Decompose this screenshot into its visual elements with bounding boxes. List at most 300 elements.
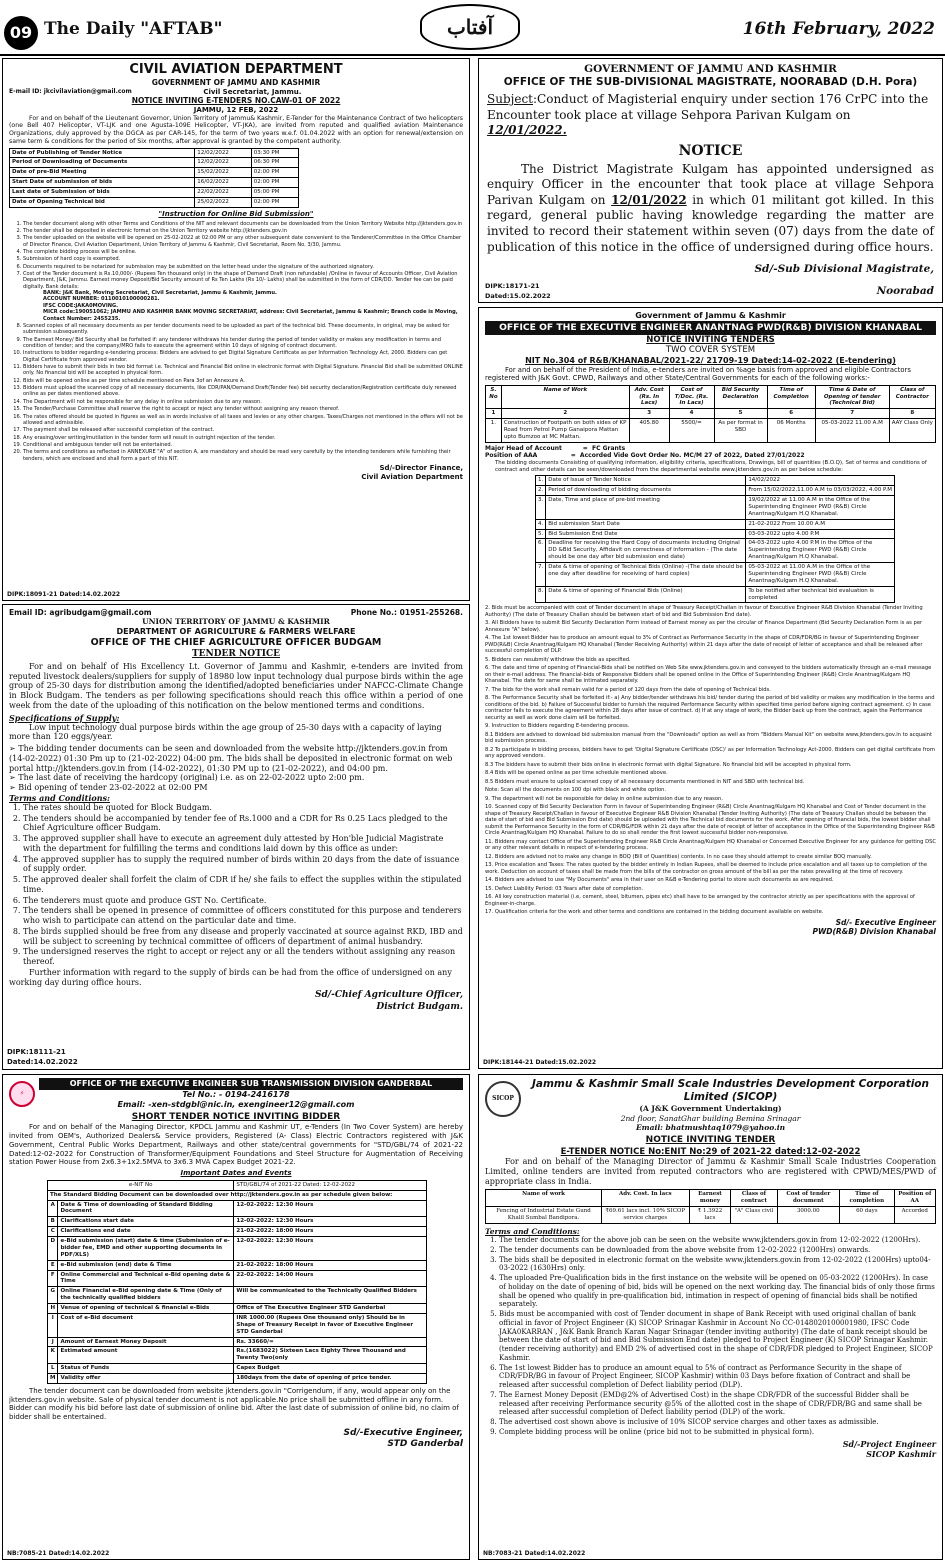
mag-dipk: DIPK:18171-21 — [485, 282, 540, 290]
table-cell: 02:00 PM — [251, 168, 298, 178]
table-cell: Will be communicated to the Technically Qualified Bidders — [234, 1287, 427, 1304]
pwd-p1: The bidding documents Consisting of qualifying information, eligibility criteria, specifications, Drawings, bill of quantities (B.O.Q), Set of terms and conditions of contract and other details can be seen/downloaded from the departmental website www.jktenders.gov.in as per below schedule: — [495, 459, 927, 473]
table-row — [48, 1364, 427, 1374]
list-item: 9. The Earnest Money/ Bid Security shall be forfeited if: any tenderer withdraws his tender during the period of tender validity or makes any modification in terms and condition of tender; and the company/MRO fails to execute the agreement within 10 days of signing of contract document. — [23, 337, 463, 350]
agri-spec-head: Specifications of Supply: — [9, 712, 120, 723]
list-item: 15. The Tender/Purchase Committee shall reserve the right to accept or reject any tender without assigning any reason thereof. — [23, 406, 463, 412]
bank-line: MICR code:190051062; JAMMU AND KASHMIR BANK MOVING SECRETARIAT, address: Civil Secretariat, Jammu & Kashmir; Branch code is Moving, Contact Number: 2455235. — [43, 309, 458, 322]
table-cell: 02:00 PM — [251, 178, 298, 188]
std-title: SHORT TENDER NOTICE INVITING BIDDER — [131, 1112, 341, 1122]
list-item: 2. The tender shall be deposited in electronic format on the Union Territory website http://jktenders.gov.in — [23, 228, 463, 234]
table-cell: Clarifications end date — [58, 1227, 234, 1237]
table-cell: Accorded — [894, 1207, 935, 1224]
table-row — [10, 158, 299, 168]
agri-spec: Low input technology dual purpose birds within the age group of 25-30 days with a capacity of laying more than 120 eggs/year. — [9, 722, 442, 742]
table-row — [48, 1337, 427, 1347]
mag-dated: Dated:15.02.2022 — [485, 292, 551, 300]
pwd-notes — [485, 605, 936, 916]
table-cell: 03-03-2022 upto 4.00 P.M — [746, 529, 895, 539]
sicop-notice-title: NOTICE INVITING TENDER — [645, 1135, 776, 1146]
table-cell: 21-02-2022 From 10.00 A.M — [746, 519, 895, 529]
list-item: 5. The approved dealer shall forfeit the claim of CDR if he/ she fails to effect the supplies within the stipulated time. — [23, 875, 463, 895]
table-cell: Cost of e-Bid document — [58, 1313, 234, 1337]
table-cell: H — [48, 1304, 58, 1314]
table-header: Cost of T/Doc. (Rs. In Lacs) — [669, 385, 714, 409]
sicop-logo: SICOP — [485, 1081, 521, 1117]
pwd-nit: NIT No.304 of R&B/KHANABAL/2021-22/ 21709-19 Dated:14-02-2022 (E-tendering) — [525, 355, 896, 365]
list-item: 8.4 Bids will be opened online as per time schedule mentioned above. — [485, 770, 668, 777]
table-cell: Period of downloading of bidding documents — [546, 486, 746, 496]
table-cell: 15/02/2022 — [195, 168, 252, 178]
list-item: 4. The uploaded Pre-Qualification bids in the first instance on the website will be opened on 05-03-2022 (1200Hrs). In case of holiday on the date of opening of bid, bids will be opened on the next working day. The financial bids of only those firms shall be opened who qualify in pre-qualification bid, intimation in respect of opening of financial bids shall be notified separately. — [499, 1274, 936, 1309]
table-cell: I — [48, 1313, 58, 1337]
table-cell: Date & time of opening of Technical Bids (Online) -(The date should be one day after deadline for receiving of hard copies) — [546, 563, 746, 587]
table-row — [48, 1304, 427, 1314]
list-item: 9. Complete bidding process will be online (price bid not to be submitted in physical form). — [499, 1428, 936, 1437]
list-item: 8. The Performance Security shall be forfeited if:- a) Any bidder/tender withdraws his bid/ tender during the period of bid validity or makes any modification in the terms and conditions of the bid. b) Failure of Successful bidder to furnish the required Performance Security within specified time period before signing contract agreement. c) In case contractor fails to execute the agreement within 28 days after issue of contract. d) If at any stage of work, the Bidder back up from the contract, again the Performance security as well as work done claim will be forfeited. — [485, 695, 935, 721]
table-row — [536, 586, 895, 603]
list-item: 4. The 1st lowest Bidder has to produce an amount equal to 3% of Contract as Performance Security in the shape of CDR/FDR/BG in favour of Superintending Engineer PWD(R&B) Circle Anantnag/Kulgam HQ Khanabal (Tender Receiving Authority) within 21 days after the date of receipt of letter of acceptance and shall be released after successful completion of DLP. — [485, 635, 923, 655]
table-cell: 12/02/2022 — [195, 148, 252, 158]
table-row — [536, 496, 895, 520]
bank-line: IFSC CODE:JAKA0MOVING. — [43, 302, 119, 309]
pwd-sign2: PWD(R&B) Division Khanabal — [812, 927, 936, 937]
list-item: 17. Qualification criteria for the work and other terms and conditions are contained in the bidding document available on website. — [485, 909, 824, 916]
list-item: 16. All key construction material (i.e, cement, steel, bitumen, pipes etc) shall have to be arranged by the contractor strictly as per specifications with the approval of Engineer-in-charge. — [485, 894, 915, 907]
table-row — [536, 519, 895, 529]
table-header: Adv. Cost (Rs. In Lacs) — [629, 385, 669, 409]
civil-intro: For and on behalf of the Lieutenant Governor, Union Territory of Jammu& Kashmir, E-Tender for the Maintenance Contract of two helicopters (one Bell 407 Helicopter, VT-LJK and one Agusta-109E Helicopter, VT-JKA), are invited from reputed and qualified aviation Maintenance Organizations, duly approved by the DGCA as per CAR-145, for the term of two years w.e.f. 01.04.2022 with an option for renewal/extension on same term & conditions for the period of Six months, after approval is granted by the competent authority. — [9, 114, 463, 145]
sicop-table — [485, 1189, 936, 1224]
list-item: 11. Bidders have to submit their bids in two bid format i.e. Technical and Financial Bid online in electronic format with Digital Signature. Financial Bid shall be submitted ONLINE only. No financial bid will be accepted in physical form. — [23, 364, 463, 377]
agri-title: TENDER NOTICE — [191, 648, 281, 659]
std-intro: For and on behalf of the Managing Director, KPDCL Jammu and Kashmir UT, e-Tenders (In Two Cover System) are hereby invited from OEM's, Authorized Dealers& Service providers, Registered (A- Class) Electric Contractors registered with J&K Government, Central Public Works Department, Railways and other state/central governments for "STD/GBL/74 of 2021-22 Dated:12-02-2022 for Construction of Transformer/Equipment Foundations and Steel Structure for Augmentation of Receiving station Power House from 2x6.3+1x2.5MVA to 3x6.3 MVA Capex Budget 2021-22. — [9, 1123, 463, 1167]
civil-instructions — [9, 221, 463, 463]
kpdcl-logo-icon: ⚡ — [9, 1081, 35, 1107]
magistrate-notice — [478, 58, 943, 303]
list-item: 9. The department will not be responsible for delay in online submission due to any reason. — [485, 795, 723, 802]
agri-further: Further information with regard to the supply of birds can be had from the office of undersigned on any working day during office hours. — [9, 967, 452, 987]
paper-logo: آفتاب — [420, 4, 520, 50]
agri-sign2: District Budgam. — [376, 1001, 463, 1012]
table-cell: Date, Time and place of pre-bid meeting — [546, 496, 746, 520]
agri-dated: Dated:14.02.2022 — [7, 1058, 78, 1067]
table-cell: 21-02-2022: 18:00 Hours — [234, 1227, 427, 1237]
table-cell: 02:00 PM — [251, 197, 298, 207]
list-item: 2. The tender documents can be downloaded from the above website from 12-02-2022 (1200Hrs) onwards. — [499, 1246, 936, 1255]
paper-name: The Daily "AFTAB" — [44, 19, 223, 39]
list-item: 1. The tender documents for the above job can be seen on the website www.jktenders.gov.in from 12-02-2022 (1200Hrs). — [499, 1236, 936, 1245]
table-header: Earnest money — [689, 1190, 731, 1207]
table-row — [536, 539, 895, 563]
table-cell: "A" Class civil — [731, 1207, 777, 1224]
list-item: 20. The terms and conditions as reflected in ANNEXURE "A" of section A, are mandatory and should be read very carefully by the intending tenderers while furnishing their tenders, which are enclosed and shall form a part of this NIT. — [23, 449, 463, 462]
agriculture-notice — [2, 604, 470, 1070]
pwd-title: NOTICE INVITING TENDERS — [646, 334, 775, 345]
table-cell: Date of pre-Bid Meeting — [10, 168, 195, 178]
table-cell: 8 — [889, 409, 935, 419]
civil-nit: NOTICE INVITING E-TENDERS NO.CAW-01 OF 2022 — [131, 96, 341, 106]
list-item: 8. The birds supplied should be free from any disease and properly vaccinated at source against RKD, IBD and will be subject to screening by technical committee of officers of department of animal husbandry. — [23, 927, 463, 947]
table-row — [10, 168, 299, 178]
table-header: Name of work — [486, 1190, 602, 1207]
table-cell: 3 — [629, 409, 669, 419]
list-item: 16. The rates offered should be quoted in figures as well as in words inclusive of all taxes and levies or any other charges. Taxes/Charges not mentioned in the offers will not be allowed and admissible. — [23, 414, 463, 427]
list-item: 7. The tenders shall be opened in presence of committee of officers constituted for this purpose and tenderers who wish to participate can attend on the particular date and time. — [23, 906, 463, 926]
table-cell: D — [48, 1237, 58, 1261]
list-item: 12. Bids will be opened online as per time schedule mentioned on Para 3of an Annexure A. — [23, 378, 463, 384]
table-cell: ₹69.61 lacs incl. 10% SICOP service charges — [602, 1207, 690, 1224]
std-foot: The tender document can be downloaded from website jktenders.gov.in "Corrigendum, if any, would appear only on the jktenders.gov.in website. Sale of physical tender document is not applicable.No price shall be submitted offline in any form. Bidder can modify his bid before last date of submission of online bid. After the last date of submission of online bid, no claim of bidder shall be entertained. — [9, 1386, 459, 1422]
list-item: 4. The approved supplier has to supply the required number of birds within 20 days from the date of issuance of supply order. — [23, 855, 463, 875]
mag-office: OFFICE OF THE SUB-DIVISIONAL MAGISTRATE, NOORABAD (D.H. Pora) — [503, 76, 918, 89]
sicop-terms-head: Terms and Conditions: — [485, 1226, 580, 1236]
table-row — [536, 486, 895, 496]
std-sign2: STD Ganderbal — [387, 1439, 463, 1450]
table-cell: Venue of opening of technical & financial e-Bids — [58, 1304, 234, 1314]
list-item: 14. Bidders are advised to use "My Documents" area in their user on R&B e-Tendering portal to store such documents as are required. — [485, 877, 834, 884]
mag-notice-title: NOTICE — [678, 143, 743, 160]
mag-body: The District Magistrate Kulgam has appointed undersigned as enquiry Officer in the encounter that took place at village Sehpora Parivan Kulgam on 12/01/2022 in which 01 militant got killed. In this regard, general public having knowledge regarding the matter are invited to record their statement within seven (07) days from the date of publication of this notice in the office of undersigned during office hours. — [487, 161, 934, 254]
sicop-notice — [478, 1074, 943, 1560]
table-row — [536, 476, 895, 486]
table-cell: Estimated amount — [58, 1347, 234, 1364]
list-item: ➢ The last date of receiving the hardcopy (original) i.e. as on 22-02-2022 upto 2:00 pm. — [9, 773, 365, 783]
list-item: 7. The Earnest Money Deposit (EMD@2% of Advertised Cost) in the shape CDR/FDR of the successful Bidder shall be released after receiving Performance security @5% of the allotted cost in the shape of CDR/FDR/BG and same shall be released after successful completion of Defect liability period (DLP) of the work. — [499, 1391, 936, 1417]
sicop-enit: E-TENDER NOTICE No:ENIT No:29 of 2021-22 dated:12-02-2022 — [560, 1146, 861, 1157]
std-dates-table — [47, 1180, 427, 1384]
table-cell: 2 — [501, 409, 629, 419]
civil-gov: GOVERNMENT OF JAMMU AND KASHMIR — [151, 78, 321, 88]
table-row — [10, 178, 299, 188]
table-cell: 16/02/2022 — [195, 178, 252, 188]
table-cell: 5 — [714, 409, 767, 419]
agri-ut: UNION TERRITORY OF JAMMU & KASHMIR — [142, 617, 330, 627]
sicop-dipk: NB:7083-21 Dated:14.02.2022 — [483, 1549, 586, 1557]
list-item: 8.2 To participate in bidding process, bidders have to get 'Digital Signature Certificate (DSC)' as per Information Technology Act-2000. Bidders can get digital certificate from any approved vendors. — [485, 746, 935, 760]
table-header: Time of Completion — [767, 385, 815, 409]
table-row — [48, 1270, 427, 1287]
civil-instr-head: "Instruction for Online Bid Submission" — [158, 209, 314, 218]
table-cell: 1. — [536, 476, 546, 486]
table-cell: 8. — [536, 586, 546, 603]
table-cell: 04-03-2022 upto 4.00 P.M in the Office of the Superintending Engineer PWD (R&B) Circle Anantnag/Kulgam H.Q Khanabal. — [746, 539, 895, 563]
table-cell: Bid Submission End Date — [546, 529, 746, 539]
pwd-intro: For and on behalf of the President of India, e-tenders are invited on %age basis from approved and eligible Contractors registered with J&K Govt. CPWD, Railways and other State/Central Governments for each of the following works:- — [485, 365, 911, 383]
table-cell: Date of Opening Technical bid — [10, 197, 195, 207]
std-email: Email: -xen-stdgbl@nic.in, exengineer12@gmail.com — [117, 1100, 355, 1109]
table-cell: Deadline for receiving the Hard Copy of documents including Original DD &Bid Security, Affidavit on correctness of information - (The date should be one day after bid submission end date) — [546, 539, 746, 563]
table-header: Name of Work — [501, 385, 629, 409]
table-cell: A — [48, 1200, 58, 1217]
table-cell: Capex Budget — [234, 1364, 427, 1374]
bank-line: ACCOUNT NUMBER: 0110010100000281. — [43, 296, 160, 303]
table-row — [48, 1260, 427, 1270]
table-header: Time of completion — [840, 1190, 894, 1207]
table-cell: 3000.00 — [777, 1207, 840, 1224]
table-header: S. No — [486, 385, 502, 409]
agri-email: Email ID: agribudgam@gmail.com — [9, 608, 152, 617]
std-nit-label: e-NIT No — [48, 1180, 234, 1190]
pwd-aaa: Position of AAA = Accorded Vide Govt Order No. MC/M 27 of 2022, Dated 27/01/2022 — [485, 452, 805, 460]
table-cell: Date of Issue of Tender Notice — [546, 476, 746, 486]
table-header: Time & Date of Opening of tender (Technical Bid) — [815, 385, 889, 409]
pwd-works-table — [485, 385, 936, 443]
list-item: 5. Bids must be accompanied with cost of Tender document in shape of Bank Receipt with used original challan of bank official in favor of Project Engineer (K) SICOP Srinagar Kashmir in Account No CC-0148020100001980, IFSC Code JAKA0KARRAN , J&K Bank Branch Karan Nagar Srinagar (tender inviting authority) (The date of bank receipt should be between the date of start of bid and Bid Submission End date) pledged to Project Engineer (K) SICOP Srinagar Kashmir. (tender receiving authority) and EMD 2% of advertised cost in the shape of CDR/FDR pledged to Project Engineer, SICOP Kashmir. — [499, 1310, 936, 1363]
table-cell: Validity offer — [58, 1374, 234, 1384]
table-cell: 60 days — [840, 1207, 894, 1224]
list-item: 6. The date and time of opening of Financial-Bids shall be notified on Web Site www.jktenders.gov.in and conveyed to the bidders automatically through an e-mail message on their e-mail address. The financial-bids of Responsive Bidders shall be opened online in the Office of Superintending Engineer (R&B) Circle Anantnag/Kulgam HQ Khanabal. The date for same shall be intimated separately. — [485, 665, 932, 685]
table-cell: Rs.(1683022) Sixteen Lacs Eighty Three Thousand and Twenty Two(only — [234, 1347, 427, 1364]
list-item: 2. Bids must be accompanied with cost of Tender document in shape of Treasury Receipt/Challan in favour of Executive Engineer R&B Division Khanabal (Tender Inviting Authority) (The date of Treasury Challan should be between start of bid and Bid Submission End date). — [485, 605, 923, 618]
table-cell: Clarifications start date — [58, 1217, 234, 1227]
table-cell: Office of The Executive Engineer STD Ganderbal — [234, 1304, 427, 1314]
list-item: 6. The 1st lowest Bidder has to produce an amount equal to 5% of contract as Performance Security in the shape of CDR/FDR/BG in favour of Project Engineer, SICOP Kashmir) within 03 Days before fixation of Contract and shall be released after successful completion of Defect liability period (DLP). — [499, 1364, 936, 1390]
table-cell: L — [48, 1364, 58, 1374]
agri-phone: Phone No.: 01951-255268. — [350, 608, 463, 617]
table-cell: 6. — [536, 539, 546, 563]
civil-aviation-notice — [2, 58, 470, 601]
table-cell: 05-03-2022 11.00 A.M — [815, 419, 889, 443]
table-cell: As per format in SBD — [714, 419, 767, 443]
table-cell: F — [48, 1270, 58, 1287]
list-item: 3. The bids shall be deposited in electronic format on the website www.jktenders.gov.in from 12-02-2022 (1200Hrs) upto04-03-2022 (1630Hrs) only. — [499, 1256, 936, 1274]
table-cell: 6 — [767, 409, 815, 419]
table-cell: 06:30 PM — [251, 158, 298, 168]
std-nit-value: STD/GBL/74 of 2021-22 Dated: 12-02-2022 — [234, 1180, 427, 1190]
list-item: 6. The tenderers must quote and produce GST No. Certificate. — [23, 896, 463, 906]
list-item: ➢ The bidding tender documents can be seen and downloaded from the website http://jktenders.gov.in from (14-02-2022) 01:30 Pm up to (21-02-2022) 04:00 pm. The bids shall be deposited in electronic format on web portal http://jktenders.gov.in from (14-02-2022), 01:30 PM up to (21-02-2022), and 04:00 pm. — [9, 744, 453, 773]
table-cell: 405.80 — [629, 419, 669, 443]
issue-date: 16th February, 2022 — [742, 19, 935, 39]
list-item: 2. The tenders should be accompanied by tender fee of Rs.1000 and a CDR for Rs 0.25 Lacs pledged to the Chief Agriculture officer Budgam. — [23, 814, 463, 834]
table-cell: Construction of Footpath on both sides of KP Road from Petrol Pump Ganaipora Mattan upto Bumzoo at MC Mattan. — [501, 419, 629, 443]
civil-dipk: DIPK:18091-21 Dated:14.02.2022 — [7, 590, 121, 598]
table-header: Adv. Cost. In lacs — [602, 1190, 690, 1207]
civil-title: CIVIL AVIATION DEPARTMENT — [129, 62, 343, 77]
agri-dept: DEPARTMENT OF AGRICULTURE & FARMERS WELFARE — [116, 626, 356, 636]
table-cell: B — [48, 1217, 58, 1227]
table-row — [48, 1374, 427, 1384]
table-row — [48, 1313, 427, 1337]
sicop-sub: (A J&K Government Undertaking) — [639, 1104, 782, 1114]
table-cell: e-Bid submission (end) date & Time — [58, 1260, 234, 1270]
list-item: 5. Bidders can resubmit/ withdraw the bids as specified. — [485, 656, 631, 663]
mag-sign: Sd/-Sub Divisional Magistrate, — [754, 263, 934, 276]
pwd-head-account: Major Head of Account = FC Grants — [485, 444, 626, 452]
table-cell: Bid submission Start Date — [546, 519, 746, 529]
list-item: 13. Price escalation and Taxes: The rates quoted by the bidder entirely in Indian Rupees, shall be deemed to include price escalation and all taxes up to completion of the work. Deduction on account of taxes shall be made from the bills of the contractor on gross amount of the bill as per the rates prevailing at the time of recovery. — [485, 862, 928, 875]
table-cell: E — [48, 1260, 58, 1270]
table-header: Class of contract — [731, 1190, 777, 1207]
table-cell: Start Date of submission of bids — [10, 178, 195, 188]
table-cell: G — [48, 1287, 58, 1304]
masthead — [0, 0, 945, 56]
std-dipk: NB:7085-21 Dated:14.02.2022 — [7, 1549, 110, 1557]
table-cell: K — [48, 1347, 58, 1364]
table-cell: 4. — [536, 519, 546, 529]
table-cell: 5. — [536, 529, 546, 539]
table-cell: 4 — [669, 409, 714, 419]
list-item: 11. Bidders may contact Office of the Superintending Engineer R&B Circle Anantnag/Kulgam HQ Khanabal or Concerned Executive Engineer for any guidance for getting DSC or any other relevant details in respect of e-tendering process. — [485, 838, 936, 852]
table-cell: e-Bid submission (start) date & time (Submission of e-bidder fee, EMD and other supporting documents in PDF/XLS) — [58, 1237, 234, 1261]
table-row — [10, 148, 299, 158]
list-item: 8.5 Bidders must ensure to upload scanned copy of all necessary documents mentioned in NIT and SBD with technical bid. — [485, 778, 805, 785]
list-item: 17. The payment shall be released after successful completion of the contract. — [23, 427, 463, 433]
pwd-schedule-table — [535, 475, 895, 603]
table-cell: 1. — [486, 419, 502, 443]
mag-subject: Subject:Conduct of Magisterial enquiry under section 176 CrPC into the Encounter took place at village Sehpora Parivan Kulgam on 12/01/2022. — [487, 92, 929, 138]
table-cell: 25/02/2022 — [195, 197, 252, 207]
table-cell: Date of Publishing of Tender Notice — [10, 148, 195, 158]
list-item: 6. Documents required to be notarized for submission may be submitted on the letter head under the signature of the authorized signatory. — [23, 264, 463, 270]
list-item: 7. The bids for the work shall remain valid for a period of 120 days from the date of opening of Technical bids. — [485, 686, 771, 693]
page-number: 09 — [4, 16, 38, 50]
table-cell: 7. — [536, 563, 546, 587]
pwd-dipk: DIPK:18144-21 Dated:15.02.2022 — [483, 1058, 597, 1066]
pwd-sign: Sd/- Executive Engineer — [835, 917, 936, 927]
table-row — [48, 1227, 427, 1237]
table-row — [48, 1347, 427, 1364]
table-cell: Date & time of opening of Financial Bids (Online) — [546, 586, 746, 603]
table-cell: Online Commercial and Technical e-Bid opening date & Time — [58, 1270, 234, 1287]
table-header: Position of AA — [894, 1190, 935, 1207]
table-cell: 12-02-2022: 12:30 Hours — [234, 1200, 427, 1217]
table-cell: Period of Downloading of Documents — [10, 158, 195, 168]
agri-bullets — [9, 744, 463, 793]
std-sign: Sd/-Executive Engineer, — [343, 1427, 463, 1438]
list-item: 10. Scanned copy of Bid Security Declaration Form in favour of Superintending Engineer (R&B) Circle Anantnag/Kulgam HQ Khanabal and Cost of Tender document in the shape of Treasury Receipt/Challan in favour of Executive Engineer R&B Division Khanabal (Tender Inviting Authority) (The date of Treasury Challan should be between the date of start of bid and Bid Submission End date) should be uploaded with the Technical bid documents for the work. After opening of financial bids, the lowest bidder shall submit the Performance Security in the form of CDR/BG/FDR within 21 days after the date of receipt of letter of acceptance in the Office of the Superintending Engineer R&B Circle Anantnag/Kulgam HQ Khanabal. Failure to do so shall render the first lowest successful bidder non-responsive. — [485, 804, 935, 837]
table-cell: 05:00 PM — [251, 188, 298, 198]
list-item: 1. The rates should be quoted for Block Budgam. — [23, 803, 463, 813]
table-row — [536, 563, 895, 587]
table-row — [48, 1287, 427, 1304]
table-cell: 03:30 PM — [251, 148, 298, 158]
table-row — [48, 1200, 427, 1217]
table-row — [48, 1237, 427, 1261]
table-cell: 12-02-2022: 12:30 Hours — [234, 1217, 427, 1227]
table-cell: INR 1000.00 (Rupees One thousand only) Should be in Shape of Treasury Receipt in favor of Executive Engineer STD Ganderbal — [234, 1313, 427, 1337]
sicop-sign2: SICOP Kashmir — [866, 1448, 936, 1459]
agri-terms-head: Terms and Conditions: — [9, 792, 110, 803]
table-cell: To be notified after technical bid evaluation is completed — [746, 586, 895, 603]
pwd-notice — [478, 307, 943, 1069]
sicop-sign: Sd/-Project Engineer — [842, 1438, 936, 1449]
table-row — [48, 1217, 427, 1227]
std-office: OFFICE OF THE EXECUTIVE ENGINEER SUB TRANSMISSION DIVISION GANDERBAL — [39, 1078, 463, 1090]
list-item: 7. Cost of the Tender document is Rs.10,000/- (Rupees Ten thousand only) in the shape of Demand Draft (non refundable) /Online in favour of Accounts Officer, Civil Aviation Department, J&K, Jammu. Earnest money Deposit/Bid Security amount of Rs Ten Lakhs (Rs 10/- Lakhs) shall be submitted in the form of CDR/DD. Tender fee can be paid digitally. Bank details: BANK: J&K Bank, Moving Secretariat, Civil Secretariat, Jammu & Kashmir, Jammu. ACCOUNT NUMBER: 0110010100000281. IFSC CODE:JAKA0MOVING. MICR code:190051062; JAMMU AND KASHMIR BANK MOVING SECRETARIAT, address: Civil Secretariat, Jammu & Kashmir; Branch code is Moving, Contact Number: 2455235. — [23, 271, 463, 322]
list-item: 12. Bidders are advised not to make any change in BOQ (Bill of Quantities) contents. In no case they should attempt to create similar BOQ manually. — [485, 853, 872, 860]
agri-dipk: DIPK:18111-21 — [7, 1048, 66, 1057]
table-cell: 06 Months — [767, 419, 815, 443]
list-item: ➢ Bid opening of tender 23-02-2022 at 02:00 PM — [9, 783, 208, 793]
list-item: 1. The tender document along with other Terms and Conditions of the NIT and relevant documents can be downloaded from the Union Territory Website http://jktenders.gov.in — [23, 221, 463, 227]
list-item: 4. The complete bidding process will be online. — [23, 249, 463, 255]
civil-sign2: Civil Aviation Department — [361, 472, 463, 481]
list-item: 8. Scanned copies of all necessary documents as per tender documents need to be uploaded as part of the technical bid. These documents, in original, may be asked for submission subsequently. — [23, 323, 463, 336]
table-cell: Date & Time of downloading of Standard Bidding Document — [58, 1200, 234, 1217]
list-item: 10. Instructions to bidder regarding e-tendering process: Bidders are advised to get Digital Signature Certificate as per Information Technology Act, 2000. Bidders can get Digital Certificate from approved vendor. — [23, 350, 463, 363]
table-cell: 7 — [815, 409, 889, 419]
table-cell: Fencing of Industrial Estate Gund Khalil Sumbal Bandipora. — [486, 1207, 602, 1224]
table-cell: M — [48, 1374, 58, 1384]
table-cell: 19/02/2022 at 11.00 A.M in the Office of the Superintending Engineer PWD (R&B) Circle Anantnag/Kulgam H.Q Khanabal. — [746, 496, 895, 520]
table-cell: 05-03-2022 at 11.00 A.M in the Office of the Superintending Engineer PWD (R&B) Circle Anantnag/Kulgam H.Q Khanabal. — [746, 563, 895, 587]
table-row — [10, 188, 299, 198]
mag-sign2: Noorabad — [876, 285, 934, 297]
table-row — [10, 197, 299, 207]
table-cell: Amount of Earnest Money Deposit — [58, 1337, 234, 1347]
agri-intro: For and on behalf of His Excellency Lt. Governor of Jammu and Kashmir, e-tenders are invited from reputed livestock dealers/suppliers for supply of 18980 low input technology dual purpose birds within the age group of 25-30 days for distribution among the identified/adopted beneficiaries under NAFCC-Climate Change in Block Budgam. The tenders as per following specifications should reach this office within a period of one week from the date of the uploading of this notification on the below mentioned terms and conditions. — [9, 661, 463, 710]
table-cell: Status of Funds — [58, 1364, 234, 1374]
table-cell: 180days from the date of opening of price tender. — [234, 1374, 427, 1384]
civil-date: JAMMU, 12 FEB, 2022 — [193, 105, 279, 114]
list-item: 13. Bidders must upload the scanned copy of all necessary documents, like CDR/PAN/Demand Draft(Tender fee) bid security declaration/Registration certificate duly renewed online as per dates mentioned above. — [23, 385, 463, 398]
table-cell: Online Financial e-Bid opening date & Time (Only of the technically qualified bidders — [58, 1287, 234, 1304]
table-row — [536, 529, 895, 539]
sicop-email: Email: bhatmushtaq1079@yahoo.in — [635, 1123, 786, 1132]
list-item: 8.1 Bidders are advised to download bid submission manual from the "Downloads" option as well as from "Bidders Manual Kit" on website www.jktenders.gov.in to acquaint bid submission process. — [485, 731, 932, 745]
civil-email: E-mail ID: jkcivilaviation@gmail.com — [9, 87, 132, 95]
table-header: Bid Security Declaration — [714, 385, 767, 409]
list-item: 14. The Department will not be responsible for any delay in online submission due to any reason. — [23, 399, 463, 405]
list-item: 9. The undersigned reserves the right to accept or reject any or all the tenders without assigning any reason thereof. — [23, 947, 463, 967]
table-cell: 3. — [536, 496, 546, 520]
pwd-system: TWO COVER SYSTEM — [665, 345, 756, 356]
std-doc-row: The Standard Bidding Document can be downloaded over http://jktenders.gov.in as per schedule given below: — [48, 1190, 427, 1200]
std-tel: Tel No.: - 0194-2416178 — [182, 1090, 290, 1099]
list-item: 9. Instruction to Bidders regarding E-tendering process. — [485, 723, 630, 730]
list-item: 3. All Bidders have to submit Bid Security Declaration Form instead of Earnest money as per the circular of Finance Department (Bid Security Declaration Form is as per Annexure "A" below). — [485, 620, 923, 633]
list-item: 18. Any erasing/over writing/mutilation in the tender form will result in outright rejection of the tender. — [23, 435, 463, 441]
pwd-office: OFFICE OF THE EXECUTIVE ENGINEER ANANTNAG PWD(R&B) DIVISION KHANABAL — [485, 321, 936, 335]
table-cell: 12/02/2022 — [195, 158, 252, 168]
list-item: 15. Defect Liability Period: 03 Years after date of completion. — [485, 885, 644, 892]
table-cell: C — [48, 1227, 58, 1237]
sicop-title: Jammu & Kashmir Small Scale Industries Development Corporation Limited (SICOP) — [531, 1078, 930, 1104]
table-cell: Last date of Submission of bids — [10, 188, 195, 198]
list-item: 3. The tender uploaded on the website will be opened on 25-02-2022 at 02:00 PM or any other subsequent date convenient to the Tenderer/Committee in the Office Chamber of Director Finance, Civil Aviation Department, Union Territory of Jammu & Kashmir, Civil Secretariat, Room No. 3/30, Jammu. — [23, 235, 463, 248]
agri-terms — [9, 803, 463, 967]
civil-sec: Civil Secretariat, Jammu. — [203, 87, 302, 96]
list-item: 8. The advertised cost shown above is inclusive of 10% SICOP service charges and other taxes as admissible. — [499, 1418, 936, 1427]
table-header: Cost of tender document — [777, 1190, 840, 1207]
civil-sign: Sd/-Director Finance, — [379, 464, 463, 473]
list-item: 8.3 The bidders have to submit their bids online in electronic format with digital Signature. No financial bid will be accepted in physical form. — [485, 761, 852, 768]
table-cell: ₹ 1.3922 lacs — [689, 1207, 731, 1224]
table-cell: Rs. 33660/= — [234, 1337, 427, 1347]
civil-dates-table — [9, 148, 299, 208]
table-cell: From 15/02/2022,11.00 A.M to 03/03/2022, 4.00 P.M — [746, 486, 895, 496]
table-cell: 2. — [536, 486, 546, 496]
sicop-intro: For and on behalf of the Managing Director of Jammu & Kashmir Small Scale Industries Cooperation Limited, online tenders are invited from reputed contractors who are registered with CPWD/MES/PWD of appropriate class in India. — [485, 1157, 936, 1187]
std-notice — [2, 1074, 470, 1560]
table-cell: 12-02-2022: 12:30 Hours — [234, 1237, 427, 1261]
mag-gov: GOVERNMENT OF JAMMU AND KASHMIR — [584, 63, 837, 75]
table-cell: J — [48, 1337, 58, 1347]
table-cell: AAY Class Only — [889, 419, 935, 443]
table-cell: 21-02-2022: 18:00 Hours — [234, 1260, 427, 1270]
pwd-gov: Government of Jammu & Kashmir — [635, 311, 786, 320]
sicop-addr: 2nd floor, SanatGhar building Bemina Srinagar — [620, 1113, 801, 1123]
table-cell: 22/02/2022 — [195, 188, 252, 198]
table-cell: 1 — [486, 409, 502, 419]
list-item: 19. Conditional and ambiguous tender will not be entertained. — [23, 442, 463, 448]
list-item: 5. Submission of hard copy is exempted. — [23, 256, 463, 262]
table-header: Class of Contractor — [889, 385, 935, 409]
agri-office: OFFICE OF THE CHIEF AGRICULTURE OFFICER BUDGAM — [90, 636, 382, 648]
table-cell: 5500/= — [669, 419, 714, 443]
